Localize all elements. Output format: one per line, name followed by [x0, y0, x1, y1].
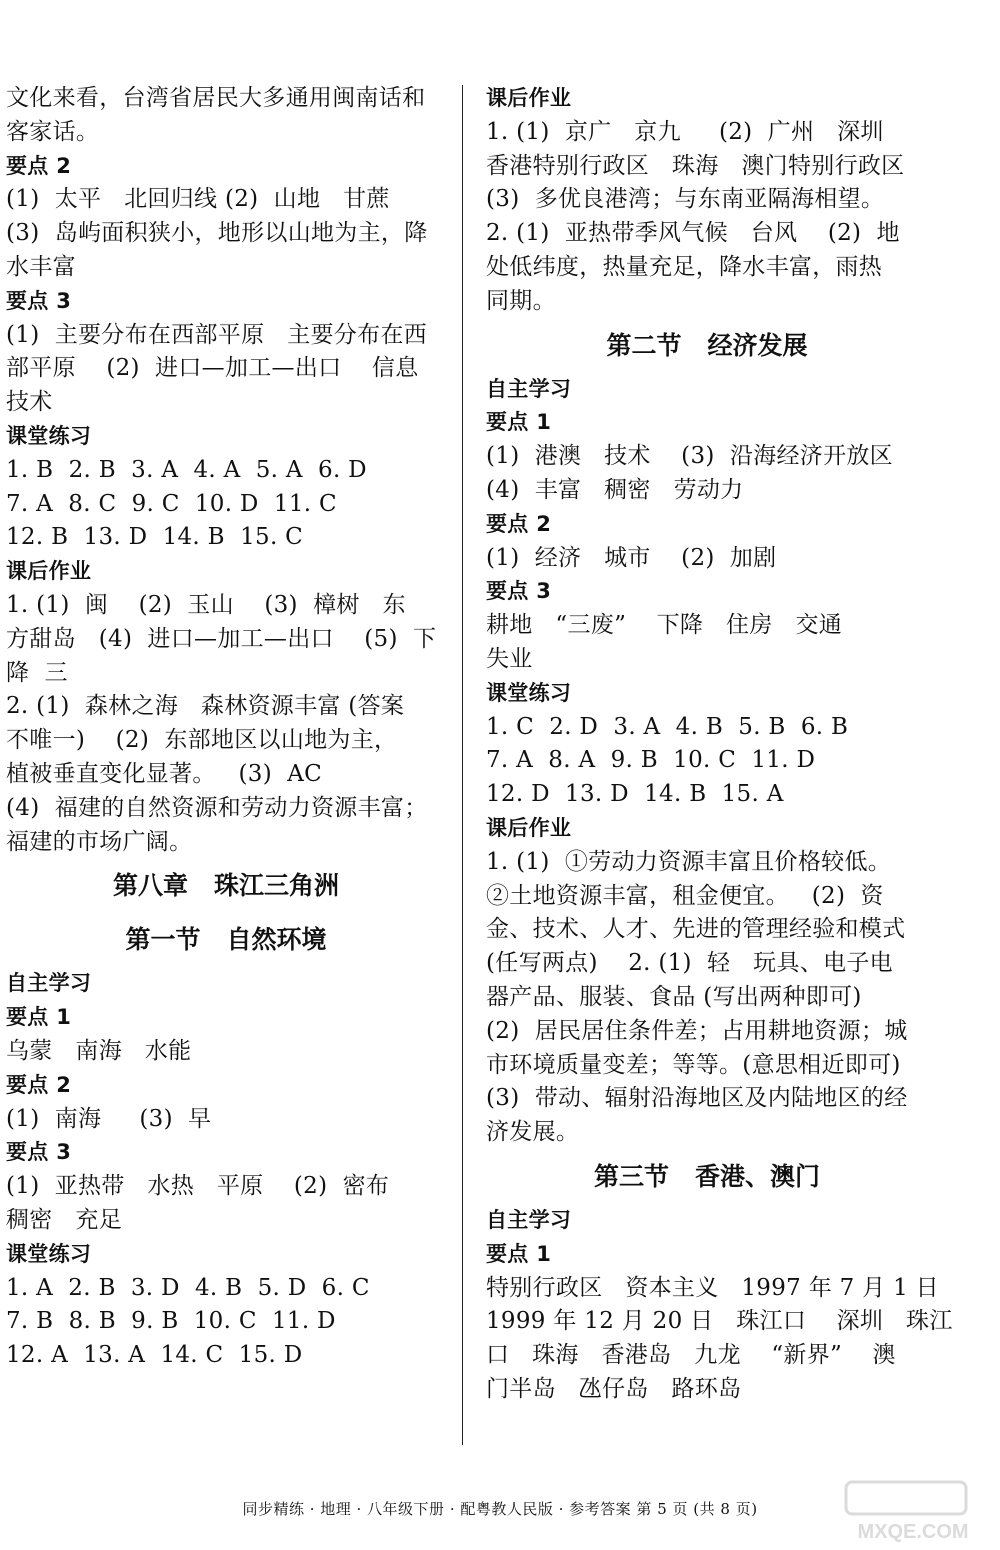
- watermark-text: MXQE.COM: [857, 1521, 969, 1543]
- answer-line: 7. A 8. C 9. C 10. D 11. C: [6, 490, 337, 517]
- answer-line: 1. C 2. D 3. A 4. B 5. B 6. B: [486, 713, 849, 740]
- section-heading: 课后作业: [486, 86, 572, 110]
- answer-line: 部平原 (2) 进口—加工—出口 信息: [6, 355, 419, 382]
- answer-line: 乌蒙 南海 水能: [6, 1037, 192, 1064]
- answer-line: (3) 岛屿面积狭小，地形以山地为主，降: [6, 220, 428, 247]
- section-heading: 课堂练习: [6, 1241, 92, 1266]
- section-heading: 要点 1: [486, 1241, 552, 1266]
- section-title: 第二节 经济发展: [606, 330, 808, 360]
- section-heading: 要点 1: [486, 410, 552, 435]
- answer-line: 12. D 13. D 14. B 15. A: [486, 781, 784, 808]
- section-heading: 要点 2: [6, 1072, 72, 1097]
- section-heading: 课后作业: [486, 815, 572, 840]
- answer-line: 市环境质量变差；等等。(意思相近即可): [486, 1051, 901, 1078]
- section-heading: 要点 1: [6, 1005, 72, 1030]
- right-column: [486, 82, 953, 1407]
- column-divider: [462, 85, 463, 1445]
- answer-line: 1999 年 12 月 20 日 珠江口 深圳 珠江: [486, 1308, 953, 1335]
- answer-line: 济发展。: [486, 1119, 580, 1146]
- answer-line: (1) 港澳 技术 (3) 沿海经济开放区: [486, 443, 893, 470]
- answer-line: 文化来看，台湾省居民大多通用闽南话和: [6, 85, 426, 111]
- left-column: [6, 82, 446, 1373]
- answer-line: 12. A 13. A 14. C 15. D: [6, 1342, 303, 1369]
- section-heading: 自主学习: [6, 971, 92, 996]
- answer-line: (1) 亚热带 水热 平原 (2) 密布: [6, 1173, 390, 1200]
- answer-line: (3) 带动、辐射沿海地区及内陆地区的经: [486, 1085, 908, 1112]
- answer-line: 1. (1) 京广 京九 (2) 广州 深圳: [486, 118, 884, 145]
- answer-line: 口 珠海 香港岛 九龙 “新界” 澳: [486, 1342, 896, 1369]
- answer-line: 植被垂直变化显著。 (3) AC: [6, 760, 323, 787]
- answer-line: 2. (1) 亚热带季风气候 台风 (2) 地: [486, 220, 900, 247]
- section-heading: 要点 2: [6, 153, 72, 178]
- answer-line: 1. B 2. B 3. A 4. A 5. A 6. D: [6, 456, 367, 483]
- answer-line: 7. A 8. A 9. B 10. C 11. D: [486, 747, 816, 774]
- section-heading: 课堂练习: [6, 423, 92, 448]
- watermark-logo: [838, 1476, 988, 1546]
- answer-line: ②土地资源丰富，租金便宜。 (2) 资: [486, 882, 884, 909]
- answer-line: 降 三: [6, 659, 68, 686]
- answer-line: 客家话。: [6, 118, 100, 145]
- answer-line: 金、技术、人才、先进的管理经验和模式: [486, 916, 906, 943]
- answer-line: 1. (1) ①劳动力资源丰富且价格较低。: [486, 848, 892, 875]
- answer-line: 福建的市场广阔。: [6, 828, 193, 855]
- answer-line: 技术: [6, 389, 53, 416]
- answer-line: (2) 居民居住条件差；占用耕地资源；城: [486, 1017, 908, 1044]
- section-heading: 自主学习: [486, 376, 572, 401]
- answer-line: 同期。: [486, 287, 556, 314]
- answer-line: 不唯一) (2) 东部地区以山地为主，: [6, 727, 398, 754]
- answer-line: (任写两点) 2. (1) 轻 玩具、电子电: [486, 950, 893, 977]
- answer-line: 处低纬度，热量充足，降水丰富，雨热: [486, 253, 883, 280]
- answer-line: 香港特别行政区 珠海 澳门特别行政区: [486, 152, 905, 179]
- answer-line: 2. (1) 森林之海 森林资源丰富 (答案: [6, 693, 405, 720]
- answer-line: 12. B 13. D 14. B 15. C: [6, 524, 304, 551]
- section-title: 第一节 自然环境: [125, 925, 327, 955]
- answer-line: (1) 南海 (3) 早: [6, 1105, 212, 1132]
- answer-line: (1) 主要分布在西部平原 主要分布在西: [6, 321, 428, 348]
- section-title: 第三节 香港、澳门: [593, 1161, 821, 1191]
- answer-line: (1) 经济 城市 (2) 加剧: [486, 544, 777, 571]
- answer-line: (3) 多优良港湾；与东南亚隔海相望。: [486, 186, 885, 213]
- answer-line: 7. B 8. B 9. B 10. C 11. D: [6, 1308, 336, 1335]
- section-title: 第八章 珠江三角洲: [112, 871, 340, 901]
- answer-line: 1. A 2. B 3. D 4. B 5. D 6. C: [6, 1274, 370, 1301]
- answer-line: 器产品、服装、食品 (写出两种即可): [486, 983, 862, 1010]
- answer-line: (4) 丰富 稠密 劳动力: [486, 476, 744, 503]
- answer-line: 稠密 充足: [6, 1206, 123, 1233]
- section-heading: 要点 2: [486, 511, 552, 536]
- section-heading: 课后作业: [6, 559, 92, 584]
- answer-line: (4) 福建的自然资源和劳动力资源丰富；: [6, 794, 428, 821]
- section-heading: 课堂练习: [486, 680, 572, 705]
- section-heading: 自主学习: [486, 1207, 572, 1232]
- answer-line: 特别行政区 资本主义 1997 年 7 月 1 日: [486, 1274, 939, 1301]
- answer-line: 水丰富: [6, 253, 76, 280]
- section-heading: 要点 3: [6, 1140, 72, 1165]
- answer-line: 1. (1) 闽 (2) 玉山 (3) 樟树 东: [6, 591, 406, 618]
- answer-line: 门半岛 氹仔岛 路环岛: [486, 1375, 742, 1402]
- answer-line: 耕地 “三废” 下降 住房 交通: [486, 612, 843, 639]
- section-heading: 要点 3: [6, 288, 72, 313]
- answer-line: (1) 太平 北回归线 (2) 山地 甘蔗: [6, 186, 390, 213]
- answer-line: 失业: [486, 645, 533, 672]
- section-heading: 要点 3: [486, 579, 552, 604]
- answer-line: 方甜岛 (4) 进口—加工—出口 (5) 下: [6, 625, 437, 652]
- page-footer: 同步精练 · 地理 · 八年级下册 · 配粤教人民版 · 参考答案 第 5 页 (共 8 页): [242, 1500, 758, 1518]
